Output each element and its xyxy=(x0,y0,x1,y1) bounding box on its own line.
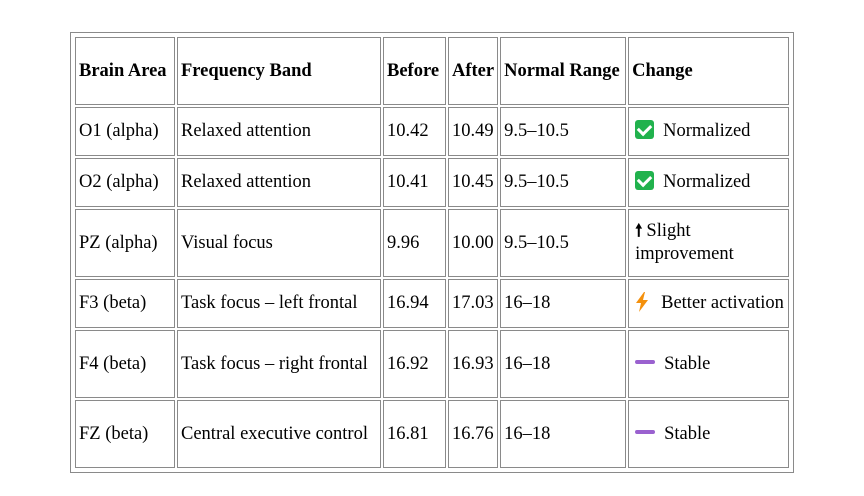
cell-after: 16.93 xyxy=(448,330,498,398)
cell-frequency-band: Relaxed attention xyxy=(177,107,381,156)
cell-brain-area: O2 (alpha) xyxy=(75,158,175,207)
dash-icon xyxy=(635,360,655,364)
cell-brain-area: O1 (alpha) xyxy=(75,107,175,156)
table-row xyxy=(75,279,789,328)
eeg-comparison-table-frame xyxy=(70,32,794,473)
cell-before: 10.41 xyxy=(383,158,446,207)
cell-frequency-band: Central executive control xyxy=(177,400,381,468)
check-icon xyxy=(635,120,654,139)
header-brain-area: Brain Area xyxy=(75,37,175,105)
header-change: Change xyxy=(628,37,789,105)
cell-before: 10.42 xyxy=(383,107,446,156)
header-after: After xyxy=(448,37,498,105)
header-before: Before xyxy=(383,37,446,105)
header-normal-range: Normal Range xyxy=(500,37,626,105)
cell-before: 16.94 xyxy=(383,279,446,328)
change-label: Better activation xyxy=(661,293,784,313)
cell-normal-range: 9.5–10.5 xyxy=(500,107,626,156)
cell-change xyxy=(628,107,789,156)
table-row xyxy=(75,158,789,207)
table-row xyxy=(75,107,789,156)
cell-brain-area: F4 (beta) xyxy=(75,330,175,398)
cell-frequency-band: Task focus – left frontal xyxy=(177,279,381,328)
cell-change xyxy=(628,209,789,277)
table-row xyxy=(75,209,789,277)
cell-normal-range: 16–18 xyxy=(500,400,626,468)
cell-change xyxy=(628,330,789,398)
cell-normal-range: 9.5–10.5 xyxy=(500,209,626,277)
cell-brain-area: PZ (alpha) xyxy=(75,209,175,277)
cell-before: 16.92 xyxy=(383,330,446,398)
header-frequency-band: Frequency Band xyxy=(177,37,381,105)
change-label: Normalized xyxy=(663,172,751,192)
eeg-comparison-table xyxy=(73,35,791,470)
cell-frequency-band: Visual focus xyxy=(177,209,381,277)
cell-change xyxy=(628,279,789,328)
change-label: Slight improvement xyxy=(635,221,734,264)
cell-after: 10.00 xyxy=(448,209,498,277)
cell-brain-area: FZ (beta) xyxy=(75,400,175,468)
table-row xyxy=(75,400,789,468)
cell-normal-range: 16–18 xyxy=(500,330,626,398)
change-label: Stable xyxy=(664,353,711,374)
change-label: Stable xyxy=(664,423,711,444)
lightning-icon xyxy=(635,292,649,312)
cell-normal-range: 9.5–10.5 xyxy=(500,158,626,207)
table-row xyxy=(75,330,789,398)
cell-change xyxy=(628,400,789,468)
cell-frequency-band: Relaxed attention xyxy=(177,158,381,207)
cell-after: 17.03 xyxy=(448,279,498,328)
cell-brain-area: F3 (beta) xyxy=(75,279,175,328)
cell-normal-range: 16–18 xyxy=(500,279,626,328)
cell-after: 10.45 xyxy=(448,158,498,207)
check-icon xyxy=(635,171,654,190)
change-label: Normalized xyxy=(663,121,751,141)
cell-before: 16.81 xyxy=(383,400,446,468)
cell-before: 9.96 xyxy=(383,209,446,277)
up-arrow-icon: 🠕 xyxy=(635,221,643,241)
cell-frequency-band: Task focus – right frontal xyxy=(177,330,381,398)
table-header-row xyxy=(75,37,789,105)
dash-icon xyxy=(635,430,655,434)
cell-after: 10.49 xyxy=(448,107,498,156)
cell-change xyxy=(628,158,789,207)
cell-after: 16.76 xyxy=(448,400,498,468)
